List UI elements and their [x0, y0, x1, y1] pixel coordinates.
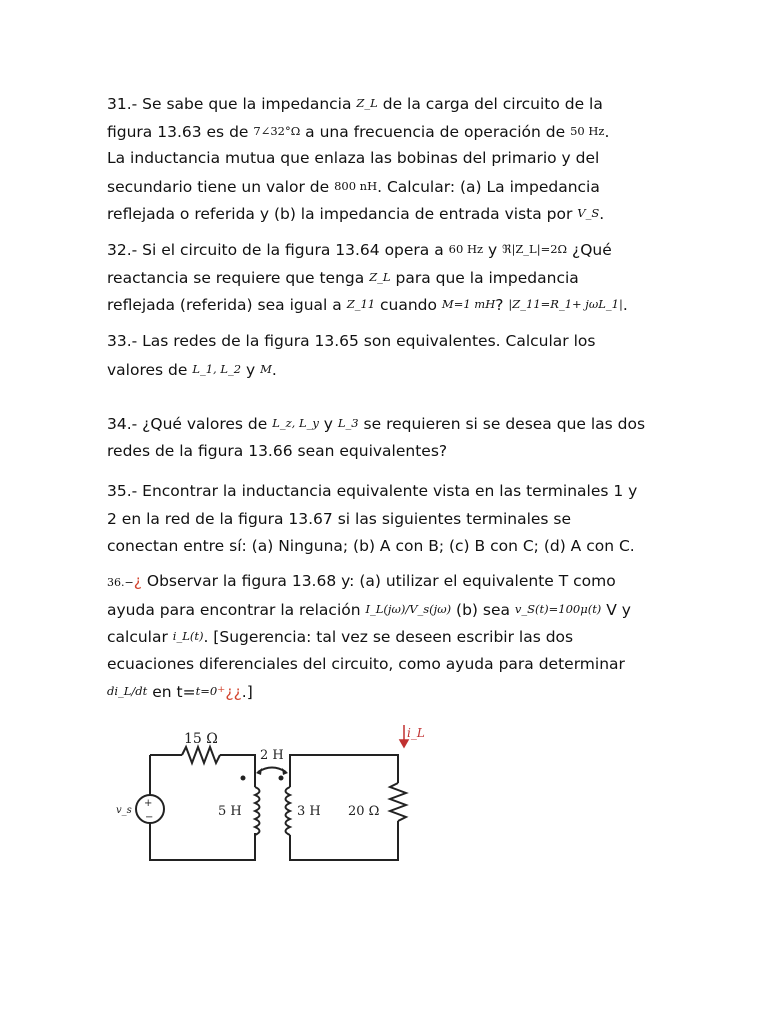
- text-run: en t=: [147, 683, 196, 701]
- resistor-15-label: 15 Ω: [184, 731, 218, 747]
- text-line: [107, 478, 667, 506]
- math-expr: L_z, L_y: [272, 416, 319, 430]
- problem-34: [107, 410, 667, 465]
- text-line: [107, 328, 667, 356]
- source-label: v_s: [116, 805, 132, 816]
- text-run: ayuda para encontrar la relación: [107, 600, 366, 619]
- text-run: ?: [495, 296, 509, 314]
- math-expr: i_L(t): [172, 629, 204, 643]
- text-run: valores de: [107, 360, 193, 379]
- math-expr: t=0: [195, 684, 218, 698]
- l-secondary-label: 3 H: [297, 804, 321, 819]
- text-run: 31.- Se sabe que la impedancia: [107, 95, 357, 113]
- problem-36: [107, 568, 667, 706]
- problem-32: [107, 236, 667, 319]
- math-expr: Z_11: [346, 297, 376, 311]
- text-run: para que la impedancia: [390, 268, 579, 287]
- text-line: [107, 438, 667, 466]
- text-run: a una frecuencia de operación de: [300, 122, 571, 141]
- l-primary-label: 5 H: [218, 804, 242, 819]
- text-run: . Calcular: (a) La impedancia: [377, 177, 600, 196]
- math-expr: L_1, L_2: [192, 361, 242, 376]
- text-run: 33.- Las redes de la figura 13.65 son equivalentes. Calcular los: [107, 332, 596, 350]
- text-run: ecuaciones diferenciales del circuito, como ayuda para determinar: [107, 654, 625, 673]
- text-line: [107, 533, 667, 561]
- svg-text:+: +: [144, 798, 153, 809]
- text-line: [107, 651, 667, 679]
- text-run: 35.- Encontrar la inductancia equivalente vista en las terminales 1 y: [107, 482, 638, 500]
- text-run: cuando: [375, 296, 442, 314]
- text-run: conectan entre sí: (a) Ninguna; (b) A con B; (c) B con C; (d) A con C.: [107, 537, 635, 555]
- text-run: .: [271, 360, 277, 379]
- mutual-label: 2 H: [260, 748, 284, 763]
- text-line: [107, 568, 667, 596]
- text-run: .: [622, 296, 628, 314]
- math-expr: V_S: [577, 206, 600, 220]
- text-run: y: [241, 360, 261, 379]
- math-expr: 800 nH: [334, 178, 378, 193]
- text-run: 34.- ¿Qué valores de: [107, 415, 273, 433]
- text-run: redes de la figura 13.66 sean equivalentes?: [107, 441, 448, 460]
- text-line: [107, 506, 667, 534]
- text-run: calcular: [107, 628, 173, 646]
- text-line: [107, 356, 667, 384]
- text-line: [107, 623, 667, 651]
- glyph-marker: ¿: [133, 572, 142, 590]
- text-line: [107, 678, 667, 706]
- math-expr: I_L(jω)/V_s(jω): [365, 601, 452, 616]
- math-expr: 50 Hz: [570, 123, 605, 138]
- text-run: ¿Qué: [567, 241, 612, 259]
- text-line: [107, 118, 667, 146]
- text-run: .: [599, 205, 605, 223]
- math-expr: v_S(t)=100μ(t): [514, 601, 602, 616]
- text-run: se requieren si se desea que las dos: [358, 415, 646, 433]
- text-line: [107, 173, 667, 201]
- text-line: [107, 200, 667, 228]
- svg-text:−: −: [145, 812, 154, 823]
- problem-31: [107, 90, 667, 228]
- text-run: 2 en la red de la figura 13.67 si las siguientes terminales se: [107, 509, 572, 528]
- math-expr: Z_L: [369, 269, 391, 284]
- text-run: .]: [241, 683, 253, 701]
- text-run: Observar la figura 13.68 y: (a) utilizar el equivalente T como: [141, 572, 616, 590]
- text-run: 32.- Si el circuito de la figura 13.64 opera a: [107, 241, 449, 259]
- text-run: .: [604, 122, 610, 141]
- text-run: de la carga del circuito de la: [377, 95, 603, 113]
- text-run: secundario tiene un valor de: [107, 177, 335, 196]
- current-label: i_L: [407, 726, 425, 740]
- text-line: [107, 596, 667, 624]
- text-run: reflejada o referida y (b) la impedancia de entrada vista por: [107, 205, 578, 223]
- text-run: (b) sea: [451, 600, 515, 619]
- math-expr: Z_L: [356, 96, 378, 110]
- text-line: [107, 410, 667, 438]
- text-line: [107, 145, 667, 173]
- math-expr: M: [260, 361, 272, 376]
- text-line: [107, 236, 667, 264]
- text-run: figura 13.63 es de: [107, 122, 254, 141]
- problem-33: [107, 328, 667, 383]
- text-run: La inductancia mutua que enlaza las bobinas del primario y del: [107, 149, 600, 167]
- math-expr: M=1 mH: [441, 297, 496, 311]
- math-expr: di_L/dt: [107, 684, 148, 698]
- text-run: . [Sugerencia: tal vez se deseen escribir las dos: [203, 628, 574, 646]
- math-expr: ℜ|Z_L|=2Ω: [502, 242, 568, 256]
- text-line: [107, 264, 667, 292]
- math-expr: |Z_11=R_1+ jωL_1|: [508, 297, 623, 311]
- text-run: y: [483, 241, 503, 259]
- circuit-figure: [110, 725, 425, 845]
- math-expr: 7∠32°Ω: [253, 123, 301, 138]
- text-run: V y: [601, 600, 631, 619]
- math-expr: 60 Hz: [448, 242, 484, 256]
- text-line: [107, 90, 667, 118]
- text-run: reflejada (referida) sea igual a: [107, 296, 347, 314]
- glyph-marker: ⁺¿¿: [217, 683, 242, 701]
- text-run: reactancia se requiere que tenga: [107, 268, 370, 287]
- problem-35: [107, 478, 667, 561]
- math-expr: 36.−: [107, 576, 134, 589]
- text-run: y: [318, 415, 338, 433]
- resistor-20-label: 20 Ω: [348, 804, 380, 819]
- text-line: [107, 291, 667, 319]
- math-expr: L_3: [337, 416, 359, 430]
